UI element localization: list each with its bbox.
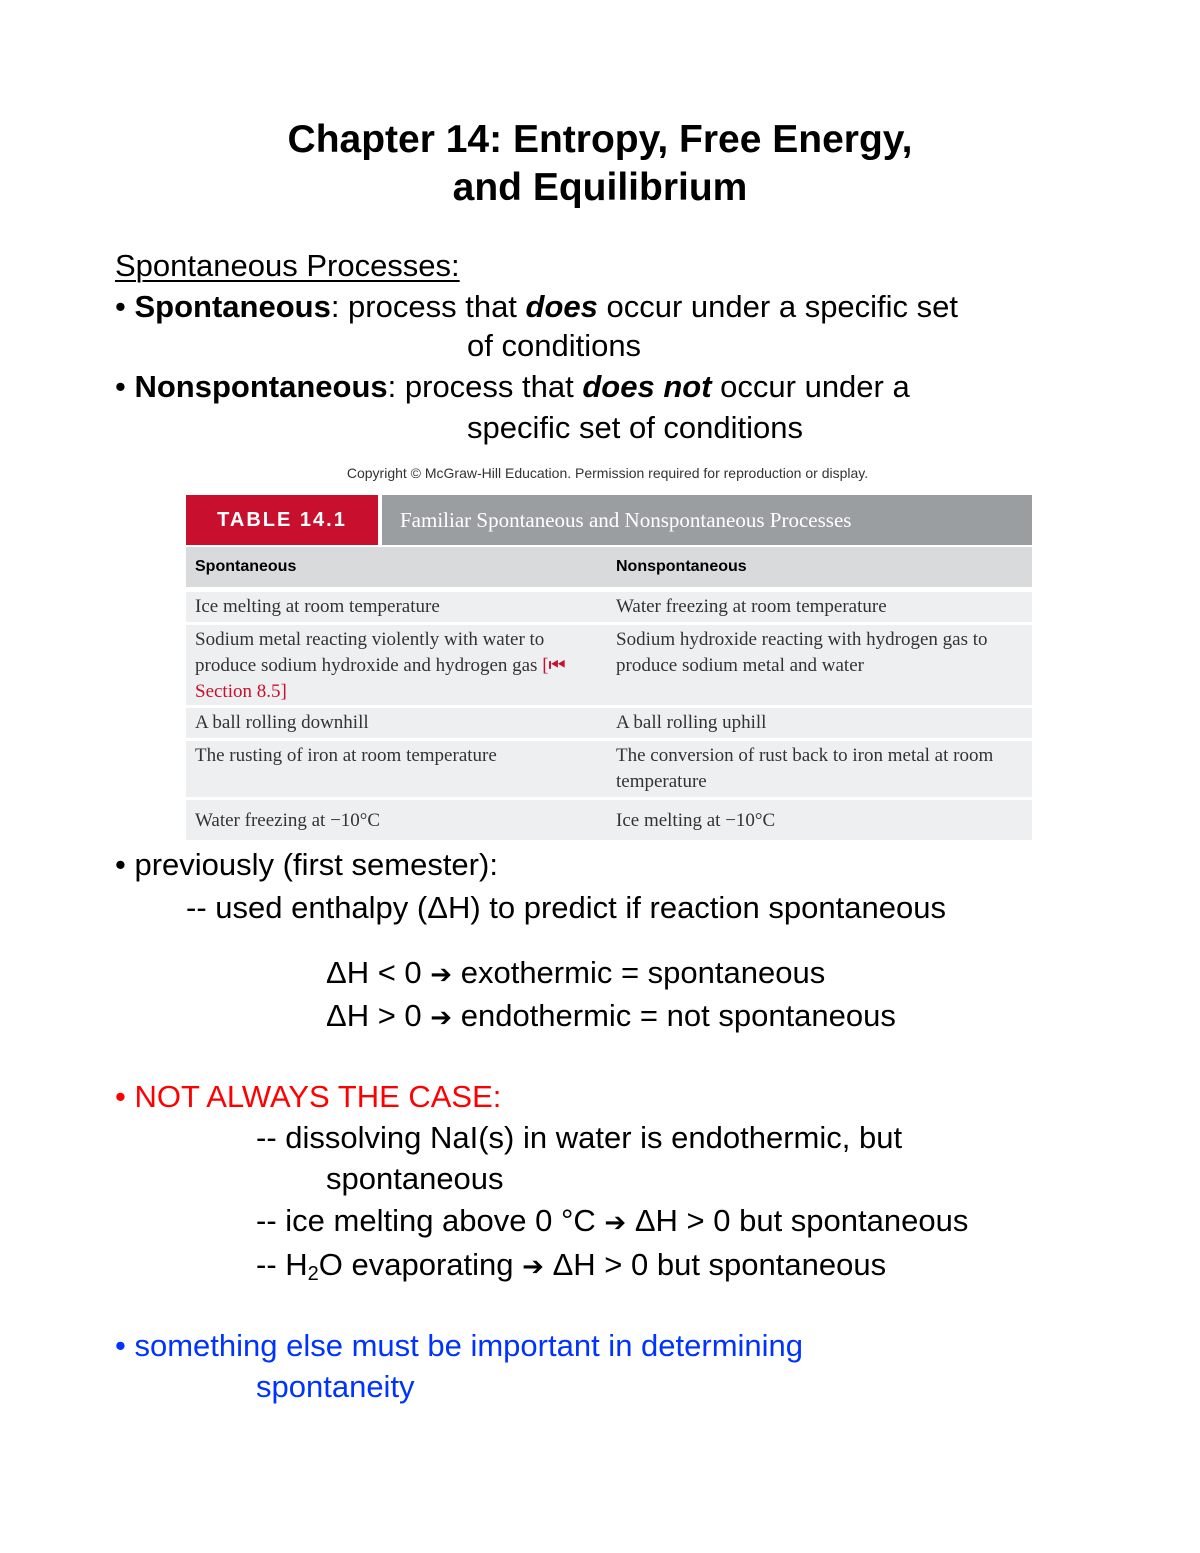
definition-text-rest: occur under a specific set [597, 289, 959, 324]
rule-exothermic [326, 953, 825, 995]
example-lhs-post: O evaporating [318, 1247, 514, 1282]
table-row [186, 708, 1032, 738]
table-column-headers [186, 547, 1032, 587]
table-row [186, 625, 1032, 705]
section-link[interactable]: [⏮ Section 8.5] [195, 655, 566, 702]
definition-text-rest: occur under a [711, 369, 910, 404]
table-row [186, 741, 1032, 797]
rule-rhs: endothermic = not spontaneous [460, 998, 896, 1033]
definition-text: : process that [387, 369, 583, 404]
emphasis-does-not: does not [582, 369, 712, 404]
rule-lhs: ΔH < 0 [326, 955, 422, 990]
table-14-1 [186, 495, 1032, 840]
table-row [186, 800, 1032, 840]
rule-lhs: ΔH > 0 [326, 998, 422, 1033]
table-caption: Familiar Spontaneous and Nonspontaneous Processes [382, 495, 1032, 545]
arrow-right-icon: ➔ [604, 1208, 627, 1238]
example-rhs: ΔH > 0 but spontaneous [634, 1203, 969, 1238]
rule-endothermic [326, 996, 896, 1038]
definition-nonspontaneous-cont: specific set of conditions [467, 410, 804, 445]
table-cell: The conversion of rust back to iron metal at room temperature [616, 745, 994, 792]
arrow-right-icon: ➔ [430, 960, 453, 990]
table-cell: Sodium hydroxide reacting with hydrogen gas to produce sodium metal and water [616, 629, 988, 676]
definition-spontaneous-cont: of conditions [467, 328, 642, 363]
previously-line: • previously (first semester): [115, 847, 498, 882]
example-dissolving-nai: -- dissolving NaI(s) in water is endothermic, but [256, 1120, 903, 1155]
term-nonspontaneous: Nonspontaneous [134, 369, 388, 404]
table-row [186, 592, 1032, 622]
example-lhs-pre: -- H [256, 1247, 308, 1282]
definition-spontaneous [115, 287, 958, 327]
table-cell: Ice melting at room temperature [195, 596, 440, 617]
page-title-line2: and Equilibrium [452, 166, 748, 209]
arrow-right-icon: ➔ [430, 1003, 453, 1033]
definition-nonspontaneous [115, 367, 910, 407]
example-dissolving-nai-cont: spontaneous [326, 1161, 504, 1196]
table-tag: TABLE 14.1 [186, 495, 378, 545]
table-cell-text: Sodium metal reacting violently with water to produce sodium hydroxide and hydrogen gas [195, 629, 545, 676]
table-cell: A ball rolling uphill [616, 712, 767, 733]
enthalpy-line: -- used enthalpy (ΔH) to predict if reaction spontaneous [186, 890, 946, 925]
table-header [186, 495, 1032, 545]
table-cell [195, 627, 595, 705]
example-rhs: ΔH > 0 but spontaneous [552, 1247, 887, 1282]
conclusion-line: • something else must be important in determining [115, 1328, 804, 1363]
column-header-spontaneous: Spontaneous [195, 558, 297, 575]
table-cell: Ice melting at −10°C [616, 810, 776, 831]
example-ice-melting [256, 1201, 968, 1243]
section-heading: Spontaneous Processes: [115, 248, 460, 283]
table-cell: Water freezing at −10°C [195, 810, 381, 831]
arrow-right-icon: ➔ [522, 1252, 544, 1282]
bullet: • [115, 369, 126, 404]
table-cell: The rusting of iron at room temperature [195, 745, 497, 766]
emphasis-does: does [525, 289, 598, 324]
column-header-nonspontaneous: Nonspontaneous [616, 558, 747, 575]
example-lhs: -- ice melting above 0 °C [256, 1203, 596, 1238]
copyright-notice: Copyright © McGraw-Hill Education. Permission required for reproduction or display. [346, 465, 869, 481]
example-water-evaporating [256, 1245, 886, 1287]
table-cell: Water freezing at room temperature [616, 596, 887, 617]
page-title-line1: Chapter 14: Entropy, Free Energy, [287, 118, 913, 161]
rule-rhs: exothermic = spontaneous [460, 955, 826, 990]
subscript-2: 2 [307, 1263, 319, 1285]
term-spontaneous: Spontaneous [134, 289, 331, 324]
conclusion-line-cont: spontaneity [256, 1369, 415, 1404]
definition-text: : process that [330, 289, 526, 324]
not-always-heading: • NOT ALWAYS THE CASE: [115, 1079, 502, 1114]
bullet: • [115, 289, 126, 324]
table-cell: A ball rolling downhill [195, 712, 369, 733]
